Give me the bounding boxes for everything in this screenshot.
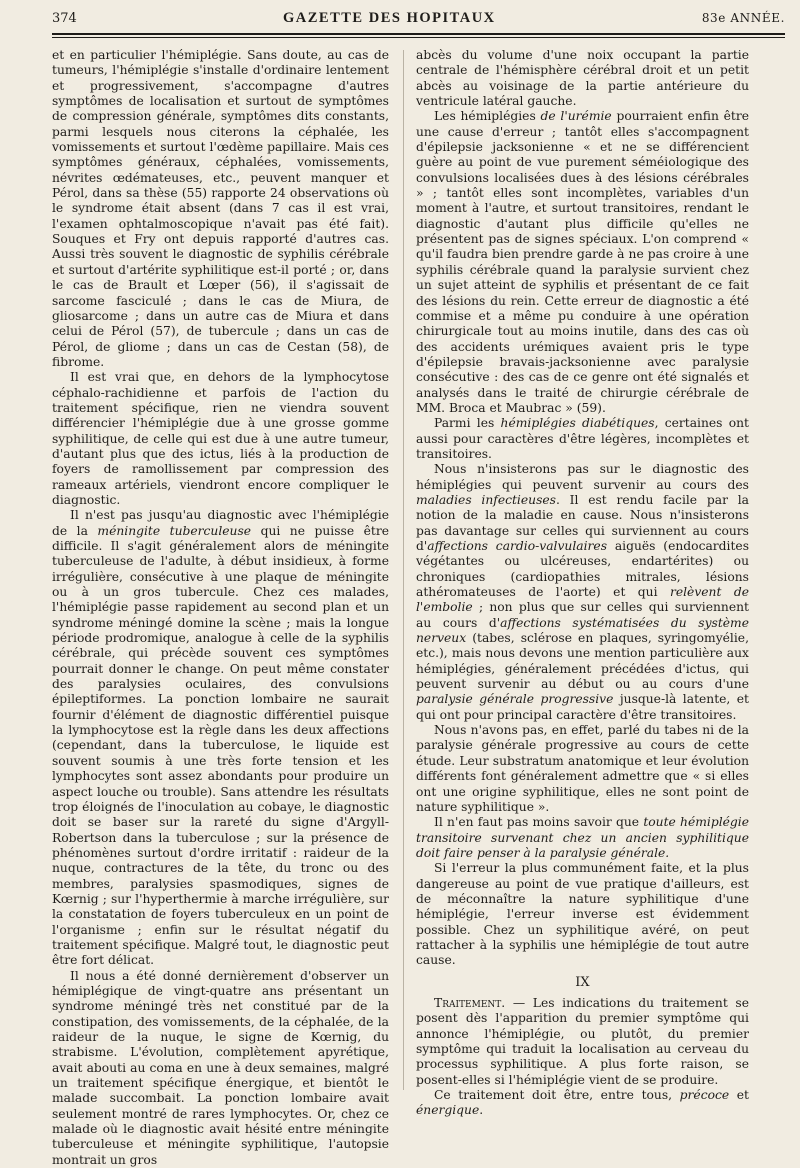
emphasis: paralysie générale progressive	[416, 692, 614, 707]
header-rule-thick	[52, 33, 785, 35]
page-number: 374	[52, 11, 77, 26]
section-lead: Traitement.	[434, 995, 506, 1010]
emphasis: énergique	[416, 1103, 480, 1118]
paragraph: Il nous a été donné dernièrement d'observer un hémiplégique de vingt-quatre ans présentant un syndrome méningé très net constitué par de la constipation, des vomissements, de la céphalée, de la raideur de la nuque, le signe de Kœrnig, du strabisme. L'évolution, complètement apyrétique, avait abouti au coma en une à deux semaines, malgré un traitement spécifique énergique, et bientôt le malade succombait. La ponction lombaire avait seulement montré de rares lymphocytes. Or, chez ce malade où le diagnostic avait hésité entre méningite tuberculeuse et méningite syphilitique, l'autopsie montrait un gros	[52, 968, 389, 1167]
journal-title: GAZETTE DES HOPITAUX	[283, 10, 496, 26]
emphasis: de l'urémie	[540, 109, 612, 124]
section-numeral: IX	[575, 974, 590, 990]
emphasis: maladies infectieuses	[416, 492, 556, 507]
emphasis: méningite tuberculeuse	[97, 523, 252, 538]
emphasis: relèvent de l'embolie	[416, 585, 749, 615]
left-column	[52, 48, 389, 1167]
emphasis: toute hémiplégie transitoire survenant chez un ancien syphilitique doit faire penser à la paralysie générale.	[416, 815, 749, 860]
paragraph: Les hémiplégies de l'urémie pourraient enfin être une cause d'erreur ; tantôt elles s'accompagnent d'épilepsie jacksonienne « et ne se différencient guère au point de vue purement séméiologique des convulsions localisées dues à des lésions cérébrales » ; tantôt elles sont incomplètes, variables d'un moment à l'autre, et surtout transitoires, rendant le diagnostic d'autant plus difficile qu'elles ne présentent pas de signes spéciaux. L'on comprend « qu'il faudra bien prendre garde à ne pas croire à une syphilis cérébrale quand la paralysie survient chez un sujet atteint de syphilis et présentant de ce fait des lésions du rein. Cette erreur de diagnostic a été commise et a même pu conduire à une opération chirurgicale tout au moins inutile, dans des cas où des accidents urémiques avaient pris le type d'épilepsie bravais-jacksonienne avec paralysie consécutive : des cas de ce genre ont été signalés et analysés dans le traité de chirurgie cérébrale de MM. Broca et Maubrac » (59).	[416, 109, 749, 415]
header-rule-thin	[52, 37, 785, 38]
paragraph: Il n'en faut pas moins savoir que toute hémiplégie transitoire survenant chez un ancien syphilitique doit faire penser à la paralysie générale.	[416, 815, 749, 860]
paragraph: Il n'est pas jusqu'au diagnostic avec l'hémiplégie de la méningite tuberculeuse qui ne puisse être difficile. Il s'agit généralement alors de méningite tuberculeuse de l'adulte, à début insidieux, à forme irrégulière, consécutive à une plaque de méningite ou à un gros tubercule. Chez ces malades, l'hémiplégie passe rapidement au second plan et un syndrome méningé domine la scène ; mais la longue période prodromique, analogue à celle de la syphilis cérébrale, qui précède souvent ces symptômes pourrait donner le change. On peut même constater des paralysies oculaires, des convulsions épileptiformes. La ponction lombaire ne saurait fournir d'élément de diagnostic différentiel puisque la lymphocytose est la règle dans les deux affections (cependant, dans la tuberculose, le liquide est souvent soumis à une très forte tension et les lymphocytes sont assez abondants pour produire un aspect louche ou trouble). Sans attendre les résultats trop éloignés de l'inoculation au cobaye, le diagnostic doit se baser sur la rareté du signe d'Argyll-Robertson dans la tuberculose ; sur la présence de phénomènes surtout d'ordre irritatif : raideur de la nuque, contractures de la tête, du tronc ou des membres, paralysies spasmodiques, signes de Kœrnig ; sur l'hyperthermie à marche irrégulière, sur la constatation de foyers tuberculeux en un point de l'organisme ; enfin sur le résultat négatif du traitement spécifique. Malgré tout, le diagnostic peut être fort délicat.	[52, 508, 389, 968]
emphasis: affections cardio-valvulaires	[427, 539, 608, 553]
paragraph: abcès du volume d'une noix occupant la partie centrale de l'hémisphère cérébral droit et un petit abcès au voisinage de la partie antérieure du ventricule latéral gauche.	[416, 48, 749, 109]
right-column	[416, 48, 749, 1118]
paragraph: Si l'erreur la plus communément faite, et la plus dangereuse au point de vue pratique d'ailleurs, est de méconnaître la nature syphilitique d'une hémiplégie, l'erreur inverse est évidemment possible. Chez un syphilitique avéré, on peut rattacher à la syphilis une hémiplégie de tout autre cause.	[416, 861, 749, 968]
emphasis: précoce	[679, 1088, 730, 1103]
paragraph: Ce traitement doit être, entre tous, précoce et énergique.	[416, 1088, 749, 1118]
paragraph: et en particulier l'hémiplégie. Sans doute, au cas de tumeurs, l'hémiplégie s'installe d'ordinaire lentement et progressivement, s'accompagne d'autres symptômes de localisation et surtout de symptômes de compression générale, symptômes dits constants, parmi lesquels nous citerons la céphalée, les vomissements et surtout l'œdème papillaire. Mais ces symptômes généraux, céphalées, vomissements, névrites œdémateuses, etc., peuvent manquer et Pérol, dans sa thèse (55) rapporte 24 observations où le syndrome était absent (dans 7 cas il est vrai, l'examen ophtalmoscopique n'avait pas été fait). Souques et Fry ont depuis rapporté d'autres cas. Aussi très souvent le diagnostic de syphilis cérébrale et surtout d'artérite syphilitique est-il porté ; or, dans le cas de Brault et Lœper (56), il s'agissait de sarcome fasciculé ; dans le cas de Miura, de gliosarcome ; dans un autre cas de Miura et dans celui de Pérol (57), de tubercule ; dans un cas de Pérol, de gliome ; dans un cas de Cestan (58), de fibrome.	[52, 48, 389, 369]
emphasis: affections systématisées du système nerveux	[416, 615, 749, 646]
running-header	[52, 10, 785, 32]
emphasis: hémiplégies diabétiques	[500, 416, 655, 431]
column-divider	[403, 50, 404, 1090]
paragraph: Nous n'insisterons pas sur le diagnostic des hémiplégies qui peuvent survenir au cours des maladies infectieuses. Il est rendu facile par la notion de la maladie en cause. Nous n'insisterons pas davantage sur celles qui surviennent au cours d'affections cardio-valvulaires aiguës (endocardites végétantes ou ulcéreuses, endartérites) ou chroniques (cardiopathies mitrales, lésions athéromateuses de l'aorte) et qui relèvent de l'embolie ; non plus que sur celles qui surviennent au cours d'affections systématisées du système nerveux (tabes, sclérose en plaques, syringomyélie, etc.), mais nous devons une mention particulière aux hémiplégies, généralement précédées d'ictus, qui peuvent survenir au début ou au cours d'une paralysie générale progressive jusque-là latente, et qui ont pour principal caractère d'être transitoires.	[416, 462, 749, 722]
paragraph: Traitement. — Les indications du traitement se posent dès l'apparition du premier symptôme qui annonce l'hémiplégie, ou plutôt, du premier symptôme qui traduit la localisation au cerveau du processus syphilitique. A plus forte raison, se posent-elles si l'hémiplégie vient de se produire.	[416, 995, 749, 1087]
paragraph: Il est vrai que, en dehors de la lymphocytose céphalo-rachidienne et parfois de l'action du traitement spécifique, rien ne viendra souvent différencier l'hémiplégie due à une grosse gomme syphilitique, de celle qui est due à une autre tumeur, d'autant plus que des ictus, liés à la production de foyers de ramollissement par compression des rameaux artériels, viendront encore compliquer le diagnostic.	[52, 370, 389, 507]
volume-label: 83e ANNÉE.	[701, 11, 785, 25]
paragraph: Parmi les hémiplégies diabétiques, certaines ont aussi pour caractères d'être légères, incomplètes et transitoires.	[416, 416, 749, 461]
paragraph: Nous n'avons pas, en effet, parlé du tabes ni de la paralysie générale progressive au cours de cette étude. Leur substratum anatomique et leur évolution différents font généralement admettre que « si elles ont une origine syphilitique, elles ne sont point de nature syphilitique ».	[416, 723, 749, 814]
